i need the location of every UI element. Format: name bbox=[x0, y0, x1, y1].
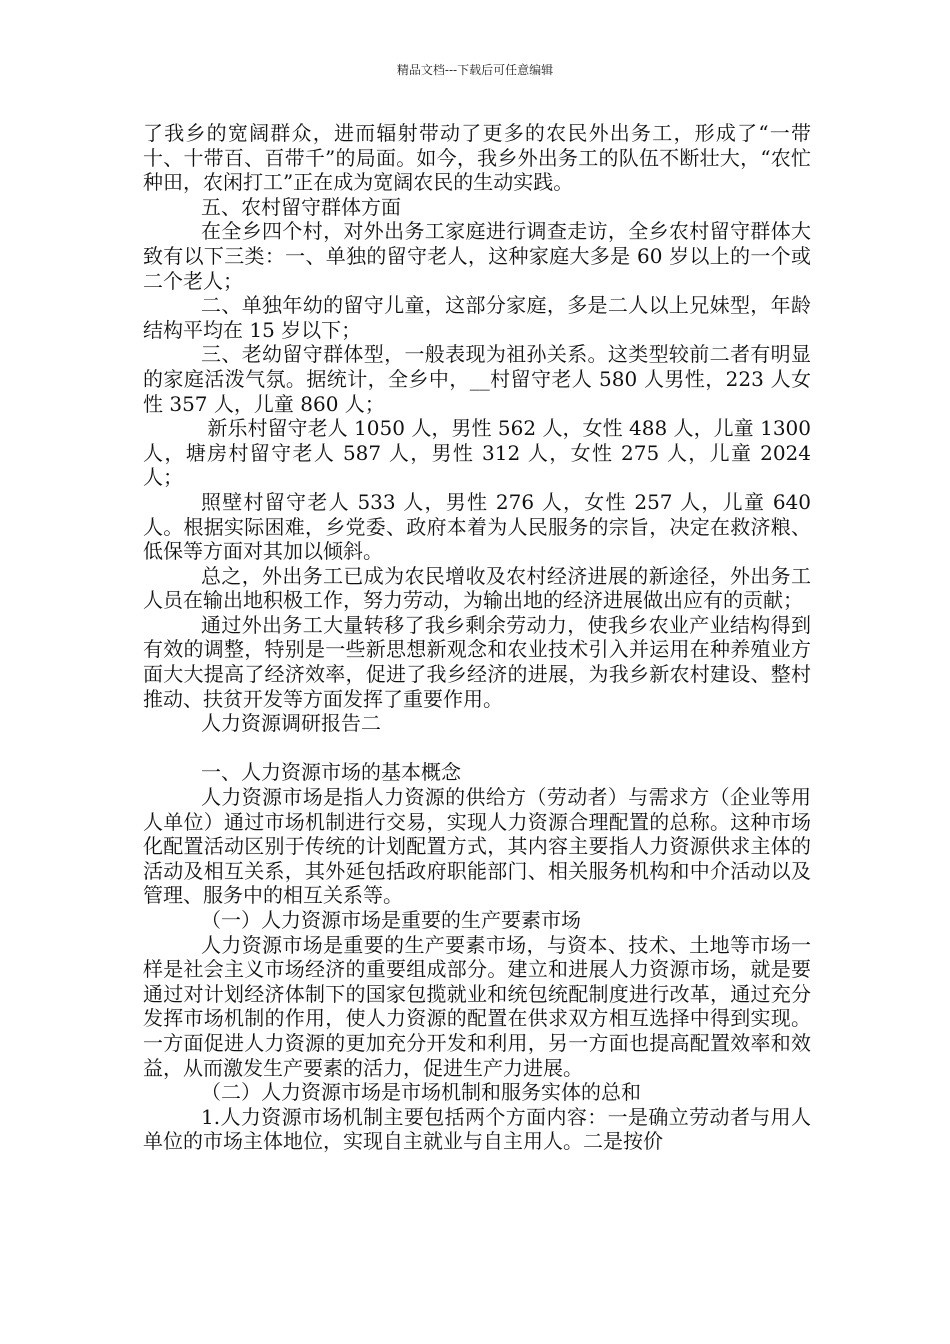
subheading-factor-market: （一）人力资源市场是重要的生产要素市场 bbox=[201, 908, 581, 932]
paragraph-continuation: 了我乡的宽阔群众，进而辐射带动了更多的农民外出务工，形成了“一带十、十带百、百带千”的局面。如今，我乡外出务工的队伍不断壮大，“农忙种田，农闲打工”正在成为宽阔农民的生动实践。 bbox=[143, 121, 811, 195]
document-body bbox=[143, 121, 818, 1154]
paragraph-children: 二、单独年幼的留守儿童，这部分家庭，多是二人以上兄妹型，年龄结构平均在 15 岁以下； bbox=[143, 293, 811, 342]
report-two-title: 人力资源调研报告二 bbox=[201, 711, 381, 736]
paragraph-survey: 在全乡四个村，对外出务工家庭进行调查走访，全乡农村留守群体大致有以下三类：一、单独的留守老人，这种家庭大多是 60 岁以上的一个或二个老人； bbox=[143, 219, 811, 293]
paragraph-summary: 总之，外出务工已成为农民增收及农村经济进展的新途径，外出务工人员在输出地积极工作，努力劳动，为输出地的经济进展做出应有的贡献； bbox=[143, 563, 811, 613]
paragraph-factor-market: 人力资源市场是重要的生产要素市场，与资本、技术、土地等市场一样是社会主义市场经济的重要组成部分。建立和进展人力资源市场，就是要通过对计划经济体制下的国家包揽就业和统包统配制度进行改革，通过充分发挥市场机制的作用，使人力资源的配置在供求双方相互选择中得到实现。一方面促进人力资源的更加充分开发和利用，另一方面也提高配置效率和效益，从而激发生产要素的活力，促进生产力进展。 bbox=[143, 932, 811, 1080]
page-header: 精品文档---下载后可任意编辑 bbox=[396, 63, 554, 77]
section-heading-one: 一、人力资源市场的基本概念 bbox=[201, 760, 461, 785]
paragraph-zhaobi-village: 照壁村留守老人 533 人，男性 276 人，女性 257 人，儿童 640 人。根据实际困难，乡党委、政府本着为人民服务的宗旨，决定在救济粮、低保等方面对其加以倾斜。 bbox=[143, 489, 818, 564]
section-heading-five: 五、农村留守群体方面 bbox=[201, 194, 401, 219]
paragraph-labor-transfer: 通过外出务工大量转移了我乡剩余劳动力，使我乡农业产业结构得到有效的调整，特别是一些新思想新观念和农业技术引入并运用在种养殖业方面大大提高了经济效率，促进了我乡经济的进展，为我乡新农村建设、整村推动、扶贫开发等方面发挥了重要作用。 bbox=[143, 612, 811, 711]
paragraph-market-mechanism: 1.人力资源市场机制主要包括两个方面内容：一是确立劳动者与用人单位的市场主体地位，实现自主就业与自主用人。二是按价 bbox=[143, 1104, 811, 1154]
paragraph-market-definition: 人力资源市场是指人力资源的供给方（劳动者）与需求方（企业等用人单位）通过市场机制进行交易，实现人力资源合理配置的总称。这种市场化配置活动区别于传统的计划配置方式，其内容主要指人力资源供求主体的活动及相互关系，其外延包括政府职能部门、相关服务机构和中介活动以及管理、服务中的相互关系等。 bbox=[143, 785, 811, 908]
paragraph-xinle-village: 新乐村留守老人 1050 人，男性 562 人，女性 488 人，儿童 1300 人，塘房村留守老人 587 人，男性 312 人，女性 275 人，儿童 2024 人； bbox=[143, 416, 818, 490]
blank-line bbox=[143, 736, 811, 761]
paragraph-mixed-group: 三、老幼留守群体型，一般表现为祖孙关系。这类型较前二者有明显的家庭活泼气氛。据统计，全乡中，__村留守老人 580 人男性，223 人女性 357 人，儿童 860 人； bbox=[143, 342, 811, 416]
subheading-market-mechanism: （二）人力资源市场是市场机制和服务实体的总和 bbox=[201, 1080, 641, 1105]
